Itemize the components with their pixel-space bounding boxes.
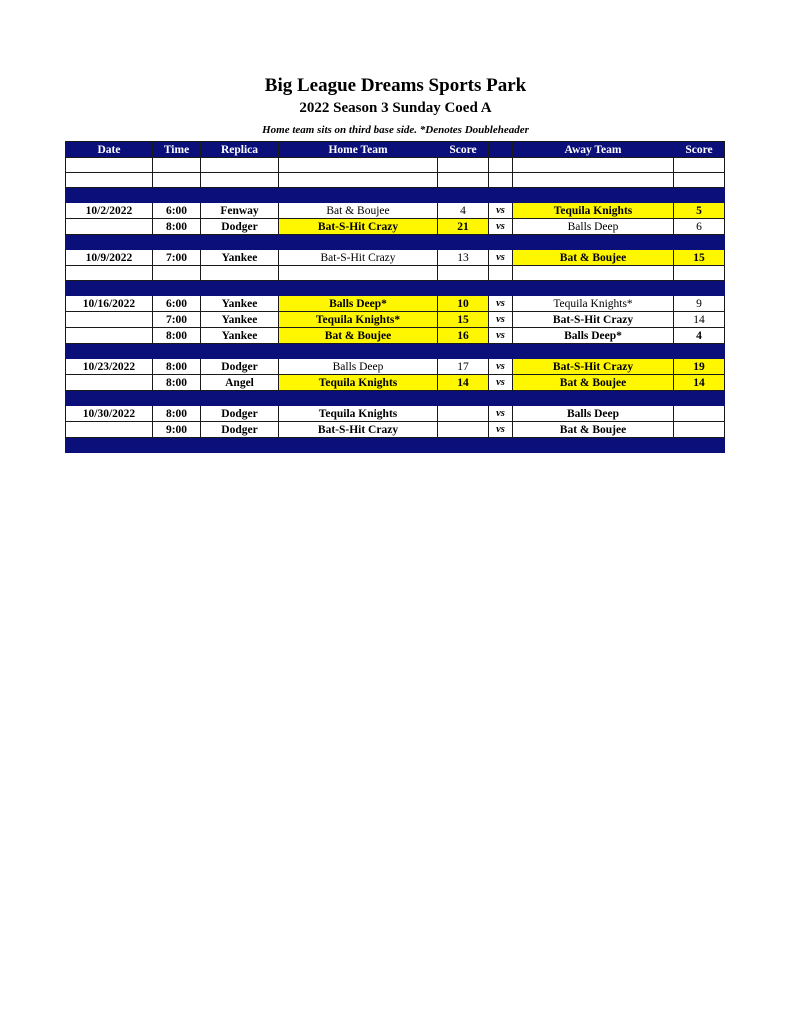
game-replica: Angel: [201, 375, 279, 391]
game-replica: Dodger: [201, 422, 279, 438]
game-date: 10/9/2022: [66, 250, 153, 266]
away-score: 6: [674, 219, 725, 235]
game-date: 10/2/2022: [66, 203, 153, 219]
vs-label: vs: [489, 250, 513, 266]
away-score: 4: [674, 328, 725, 344]
col-header-home-team: Home Team: [279, 142, 438, 158]
home-team: Bat & Boujee: [279, 328, 438, 344]
col-header-home-score: Score: [438, 142, 489, 158]
away-score: [674, 406, 725, 422]
away-team: Balls Deep: [513, 406, 674, 422]
separator-row: [66, 281, 725, 296]
game-row: [66, 359, 725, 375]
col-header-away-score: Score: [674, 142, 725, 158]
game-date: 10/23/2022: [66, 359, 153, 375]
game-date: [66, 422, 153, 438]
home-score: 21: [438, 219, 489, 235]
home-score: 13: [438, 250, 489, 266]
away-score: 15: [674, 250, 725, 266]
blank-row: [66, 158, 725, 173]
game-time: 8:00: [153, 328, 201, 344]
game-time: 8:00: [153, 359, 201, 375]
col-header-away-team: Away Team: [513, 142, 674, 158]
away-score: 14: [674, 375, 725, 391]
game-replica: Dodger: [201, 359, 279, 375]
home-score: 4: [438, 203, 489, 219]
vs-label: vs: [489, 359, 513, 375]
home-score: 14: [438, 375, 489, 391]
separator-row: [66, 344, 725, 359]
away-team: Bat-S-Hit Crazy: [513, 312, 674, 328]
separator-row: [66, 235, 725, 250]
game-time: 9:00: [153, 422, 201, 438]
home-team: Balls Deep*: [279, 296, 438, 312]
page-title: Big League Dreams Sports Park: [264, 75, 527, 96]
schedule-table: [65, 141, 725, 453]
home-team: Bat-S-Hit Crazy: [279, 250, 438, 266]
game-row: [66, 422, 725, 438]
away-team: Balls Deep: [513, 219, 674, 235]
page-subtitle: 2022 Season 3 Sunday Coed A: [299, 100, 492, 116]
game-time: 6:00: [153, 296, 201, 312]
home-team: Tequila Knights*: [279, 312, 438, 328]
home-team: Balls Deep: [279, 359, 438, 375]
col-header-replica: Replica: [201, 142, 279, 158]
col-header-time: Time: [153, 142, 201, 158]
game-date: [66, 375, 153, 391]
game-replica: Yankee: [201, 312, 279, 328]
game-replica: Dodger: [201, 406, 279, 422]
game-replica: Yankee: [201, 296, 279, 312]
separator-row: [66, 438, 725, 453]
home-team: Tequila Knights: [279, 375, 438, 391]
header-row: [66, 142, 725, 158]
home-score: 10: [438, 296, 489, 312]
away-score: 9: [674, 296, 725, 312]
vs-label: vs: [489, 312, 513, 328]
home-team: Bat & Boujee: [279, 203, 438, 219]
away-team: Bat & Boujee: [513, 375, 674, 391]
game-time: 8:00: [153, 406, 201, 422]
away-score: [674, 422, 725, 438]
game-replica: Yankee: [201, 328, 279, 344]
away-team: Bat & Boujee: [513, 250, 674, 266]
game-replica: Fenway: [201, 203, 279, 219]
away-team: Bat & Boujee: [513, 422, 674, 438]
game-row: [66, 312, 725, 328]
game-date: 10/16/2022: [66, 296, 153, 312]
away-score: 19: [674, 359, 725, 375]
home-score: 15: [438, 312, 489, 328]
schedule-note: Home team sits on third base side. *Denotes Doubleheader: [262, 124, 529, 136]
separator-row: [66, 188, 725, 203]
game-row: [66, 296, 725, 312]
separator-row: [66, 391, 725, 406]
game-replica: Dodger: [201, 219, 279, 235]
home-score: 17: [438, 359, 489, 375]
game-replica: Yankee: [201, 250, 279, 266]
home-score: [438, 422, 489, 438]
away-team: Bat-S-Hit Crazy: [513, 359, 674, 375]
vs-label: vs: [489, 203, 513, 219]
away-score: 14: [674, 312, 725, 328]
game-row: [66, 406, 725, 422]
vs-label: vs: [489, 375, 513, 391]
game-time: 6:00: [153, 203, 201, 219]
col-header-date: Date: [66, 142, 153, 158]
vs-label: vs: [489, 296, 513, 312]
away-team: Balls Deep*: [513, 328, 674, 344]
game-date: 10/30/2022: [66, 406, 153, 422]
game-date: [66, 312, 153, 328]
game-row: [66, 328, 725, 344]
game-row: [66, 219, 725, 235]
game-date: [66, 219, 153, 235]
away-team: Tequila Knights: [513, 203, 674, 219]
game-time: 7:00: [153, 250, 201, 266]
vs-label: vs: [489, 219, 513, 235]
vs-label: vs: [489, 328, 513, 344]
home-team: Bat-S-Hit Crazy: [279, 422, 438, 438]
col-header-vs: [489, 142, 513, 158]
game-time: 8:00: [153, 375, 201, 391]
game-time: 7:00: [153, 312, 201, 328]
away-team: Tequila Knights*: [513, 296, 674, 312]
vs-label: vs: [489, 422, 513, 438]
away-score: 5: [674, 203, 725, 219]
blank-row: [66, 266, 725, 281]
home-score: [438, 406, 489, 422]
game-row: [66, 375, 725, 391]
game-time: 8:00: [153, 219, 201, 235]
home-team: Tequila Knights: [279, 406, 438, 422]
home-team: Bat-S-Hit Crazy: [279, 219, 438, 235]
game-date: [66, 328, 153, 344]
game-row: [66, 203, 725, 219]
blank-row: [66, 173, 725, 188]
home-score: 16: [438, 328, 489, 344]
vs-label: vs: [489, 406, 513, 422]
game-row: [66, 250, 725, 266]
